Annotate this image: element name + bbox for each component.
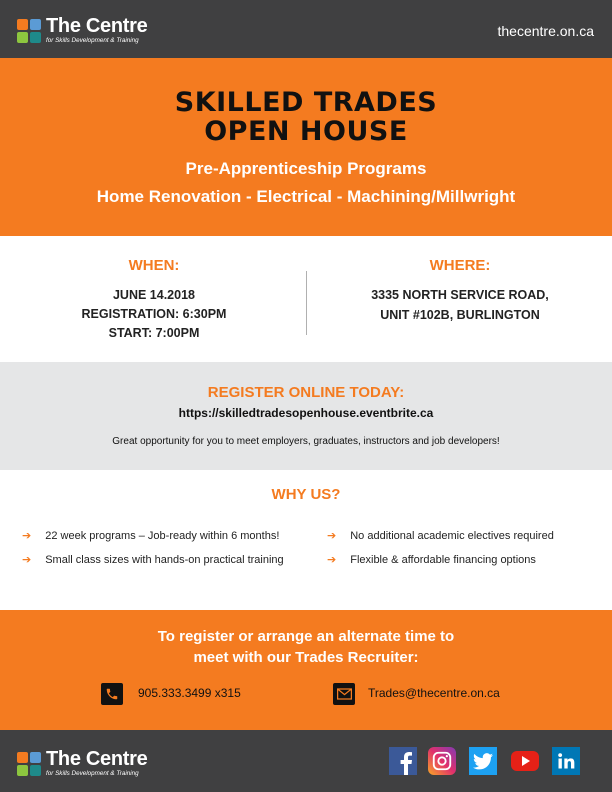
arrow-right-icon: ➔ (327, 529, 337, 542)
why-bullet (22, 529, 279, 542)
why-bullet (22, 553, 284, 566)
when-registration: REGISTRATION: 6:30PM (81, 307, 227, 321)
youtube-icon[interactable] (510, 747, 540, 775)
hero-title-line1: SKILLED TRADES (174, 87, 438, 118)
contact-phone[interactable]: 905.333.3499 x315 (138, 686, 241, 700)
contact-section (0, 610, 612, 730)
when-date: JUNE 14.2018 (112, 288, 195, 302)
contact-cta-line2: meet with our Trades Recruiter: (193, 649, 419, 666)
register-heading: REGISTER ONLINE TODAY: (207, 384, 405, 401)
logo-tagline: for Skills Development & Training (46, 37, 139, 44)
email-icon (333, 683, 355, 705)
why-bullet-text: No additional academic electives required (350, 529, 554, 542)
logo-name: The Centre (46, 15, 148, 37)
instagram-icon[interactable] (428, 747, 456, 775)
register-link[interactable]: https://skilledtradesopenhouse.eventbrite.ca (178, 406, 434, 420)
twitter-icon[interactable] (469, 747, 497, 775)
why-bullet (327, 529, 554, 542)
event-details (0, 236, 612, 362)
why-bullet-text: Flexible & affordable financing options (350, 553, 536, 566)
contact-cta-line1: To register or arrange an alternate time to (157, 628, 455, 645)
website-link[interactable]: thecentre.on.ca (497, 23, 594, 39)
why-bullet-text: 22 week programs – Job-ready within 6 months! (45, 529, 280, 542)
hero-programs: Home Renovation - Electrical - Machining/Millwright (96, 187, 516, 206)
facebook-icon[interactable] (389, 747, 417, 775)
header-logo[interactable] (17, 16, 147, 45)
logo-mark-icon (17, 19, 41, 43)
why-bullet-text: Small class sizes with hands-on practical training (45, 553, 284, 566)
hero-subtitle: Pre-Apprenticeship Programs (185, 159, 427, 178)
header (0, 0, 612, 58)
hero-banner (0, 58, 612, 236)
footer-logo[interactable] (17, 749, 147, 778)
column-divider (306, 271, 307, 335)
where-line1: 3335 NORTH SERVICE ROAD, (371, 288, 549, 302)
logo-mark-icon (17, 752, 41, 776)
when-heading: WHEN: (128, 257, 180, 274)
arrow-right-icon: ➔ (327, 553, 337, 566)
why-heading: WHY US? (271, 486, 341, 503)
contact-email[interactable]: Trades@thecentre.on.ca (368, 686, 500, 700)
where-heading: WHERE: (429, 257, 491, 274)
logo-tagline: for Skills Development & Training (46, 770, 139, 777)
why-bullet (327, 553, 536, 566)
hero-title-line2: OPEN HOUSE (204, 116, 408, 147)
footer (0, 730, 612, 792)
why-us-section (0, 470, 612, 610)
linkedin-icon[interactable] (552, 747, 580, 775)
register-note: Great opportunity for you to meet employers, graduates, instructors and job developers! (112, 436, 500, 447)
arrow-right-icon: ➔ (22, 553, 32, 566)
when-start: START: 7:00PM (108, 326, 200, 340)
register-section (0, 362, 612, 470)
arrow-right-icon: ➔ (22, 529, 32, 542)
where-line2: UNIT #102B, BURLINGTON (380, 308, 540, 322)
logo-name: The Centre (46, 748, 148, 770)
phone-icon (101, 683, 123, 705)
